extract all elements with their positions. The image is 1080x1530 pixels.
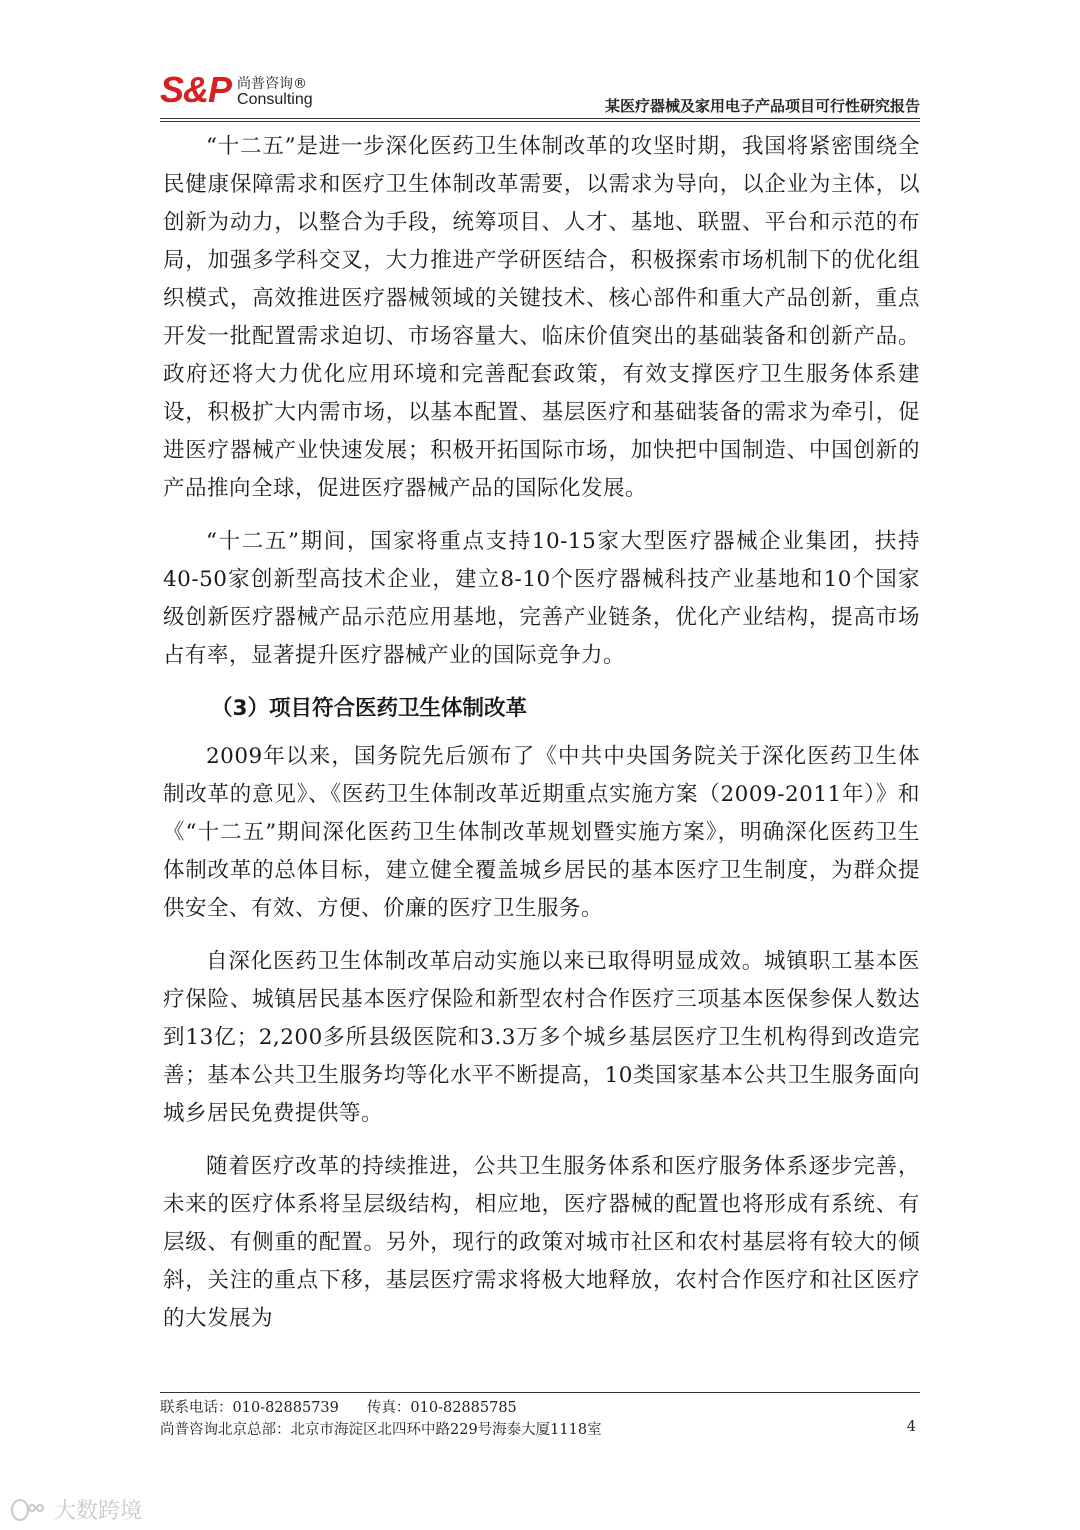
footer-divider (160, 1392, 920, 1393)
paragraph-2: “十二五”期间，国家将重点支持10-15家大型医疗器械企业集团，扶持40-50家创新型高技术企业，建立8-10个医疗器械科技产业基地和10个国家级创新医疗器械产品示范应用基地，完善产业链条，优化产业结构，提高市场占有率，显著提升医疗器械产业的国际竞争力。 (163, 529, 920, 668)
logo-english-name: Consulting (237, 91, 313, 108)
page-number: 4 (906, 1419, 916, 1435)
logo-chinese-name: 尚普咨询® (237, 76, 308, 92)
section-heading: （3）项目符合医药卫生体制改革 (211, 696, 527, 721)
logo-mark: S&P (160, 69, 232, 110)
page-body (163, 128, 920, 1353)
watermark-logo-icon (10, 1498, 46, 1522)
header-divider (160, 118, 920, 122)
footer-address: 尚普咨询北京总部：北京市海淀区北四环中路229号海泰大厦1118室 (160, 1422, 602, 1438)
footer-contact-line (160, 1397, 920, 1419)
paragraph-4: 自深化医药卫生体制改革启动实施以来已取得明显成效。城镇职工基本医疗保险、城镇居民基本医疗保险和新型农村合作医疗三项基本医保参保人数达到13亿；2,200多所县级医院和3.3万多个城乡基层医疗卫生机构得到改造完善；基本公共卫生服务均等化水平不断提高，10类国家基本公共卫生服务面向城乡居民免费提供等。 (163, 949, 920, 1126)
watermark (10, 1494, 142, 1525)
footer-phone: 联系电话：010-82885739 (160, 1400, 339, 1416)
paragraph-3: 2009年以来，国务院先后颁布了《中共中央国务院关于深化医药卫生体制改革的意见》、《医药卫生体制改革近期重点实施方案（2009-2011年）》和《“十二五”期间深化医药卫生体制改革规划暨实施方案》，明确深化医药卫生体制改革的总体目标，建立健全覆盖城乡居民的基本医疗卫生制度，为群众提供安全、有效、方便、价廉的医疗卫生服务。 (163, 744, 920, 921)
company-logo (160, 69, 313, 110)
paragraph-5: 随着医疗改革的持续推进，公共卫生服务体系和医疗服务体系逐步完善，未来的医疗体系将呈层级结构，相应地，医疗器械的配置也将形成有系统、有层级、有侧重的配置。另外，现行的政策对城市社区和农村基层将有较大的倾斜，关注的重点下移，基层医疗需求将极大地释放，农村合作医疗和社区医疗的大发展为 (163, 1154, 920, 1331)
watermark-text: 大数跨境 (54, 1499, 143, 1524)
paragraph-1: “十二五”是进一步深化医药卫生体制改革的攻坚时期，我国将紧密围绕全民健康保障需求和医疗卫生体制改革需要，以需求为导向，以企业为主体，以创新为动力，以整合为手段，统筹项目、人才、基地、联盟、平台和示范的布局，加强多学科交叉，大力推进产学研医结合，积极探索市场机制下的优化组织模式，高效推进医疗器械领域的关键技术、核心部件和重大产品创新，重点开发一批配置需求迫切、市场容量大、临床价值突出的基础装备和创新产品。政府还将大力优化应用环境和完善配套政策，有效支撑医疗卫生服务体系建设，积极扩大内需市场，以基本配置、基层医疗和基础装备的需求为牵引，促进医疗器械产业快速发展；积极开拓国际市场，加快把中国制造、中国创新的产品推向全球，促进医疗器械产品的国际化发展。 (163, 134, 920, 501)
page-header (160, 70, 920, 122)
logo-text (237, 76, 313, 108)
report-title: 某医疗器械及家用电子产品项目可行性研究报告 (604, 97, 920, 115)
footer-fax: 传真：010-82885785 (366, 1400, 517, 1416)
page-footer (160, 1392, 920, 1441)
